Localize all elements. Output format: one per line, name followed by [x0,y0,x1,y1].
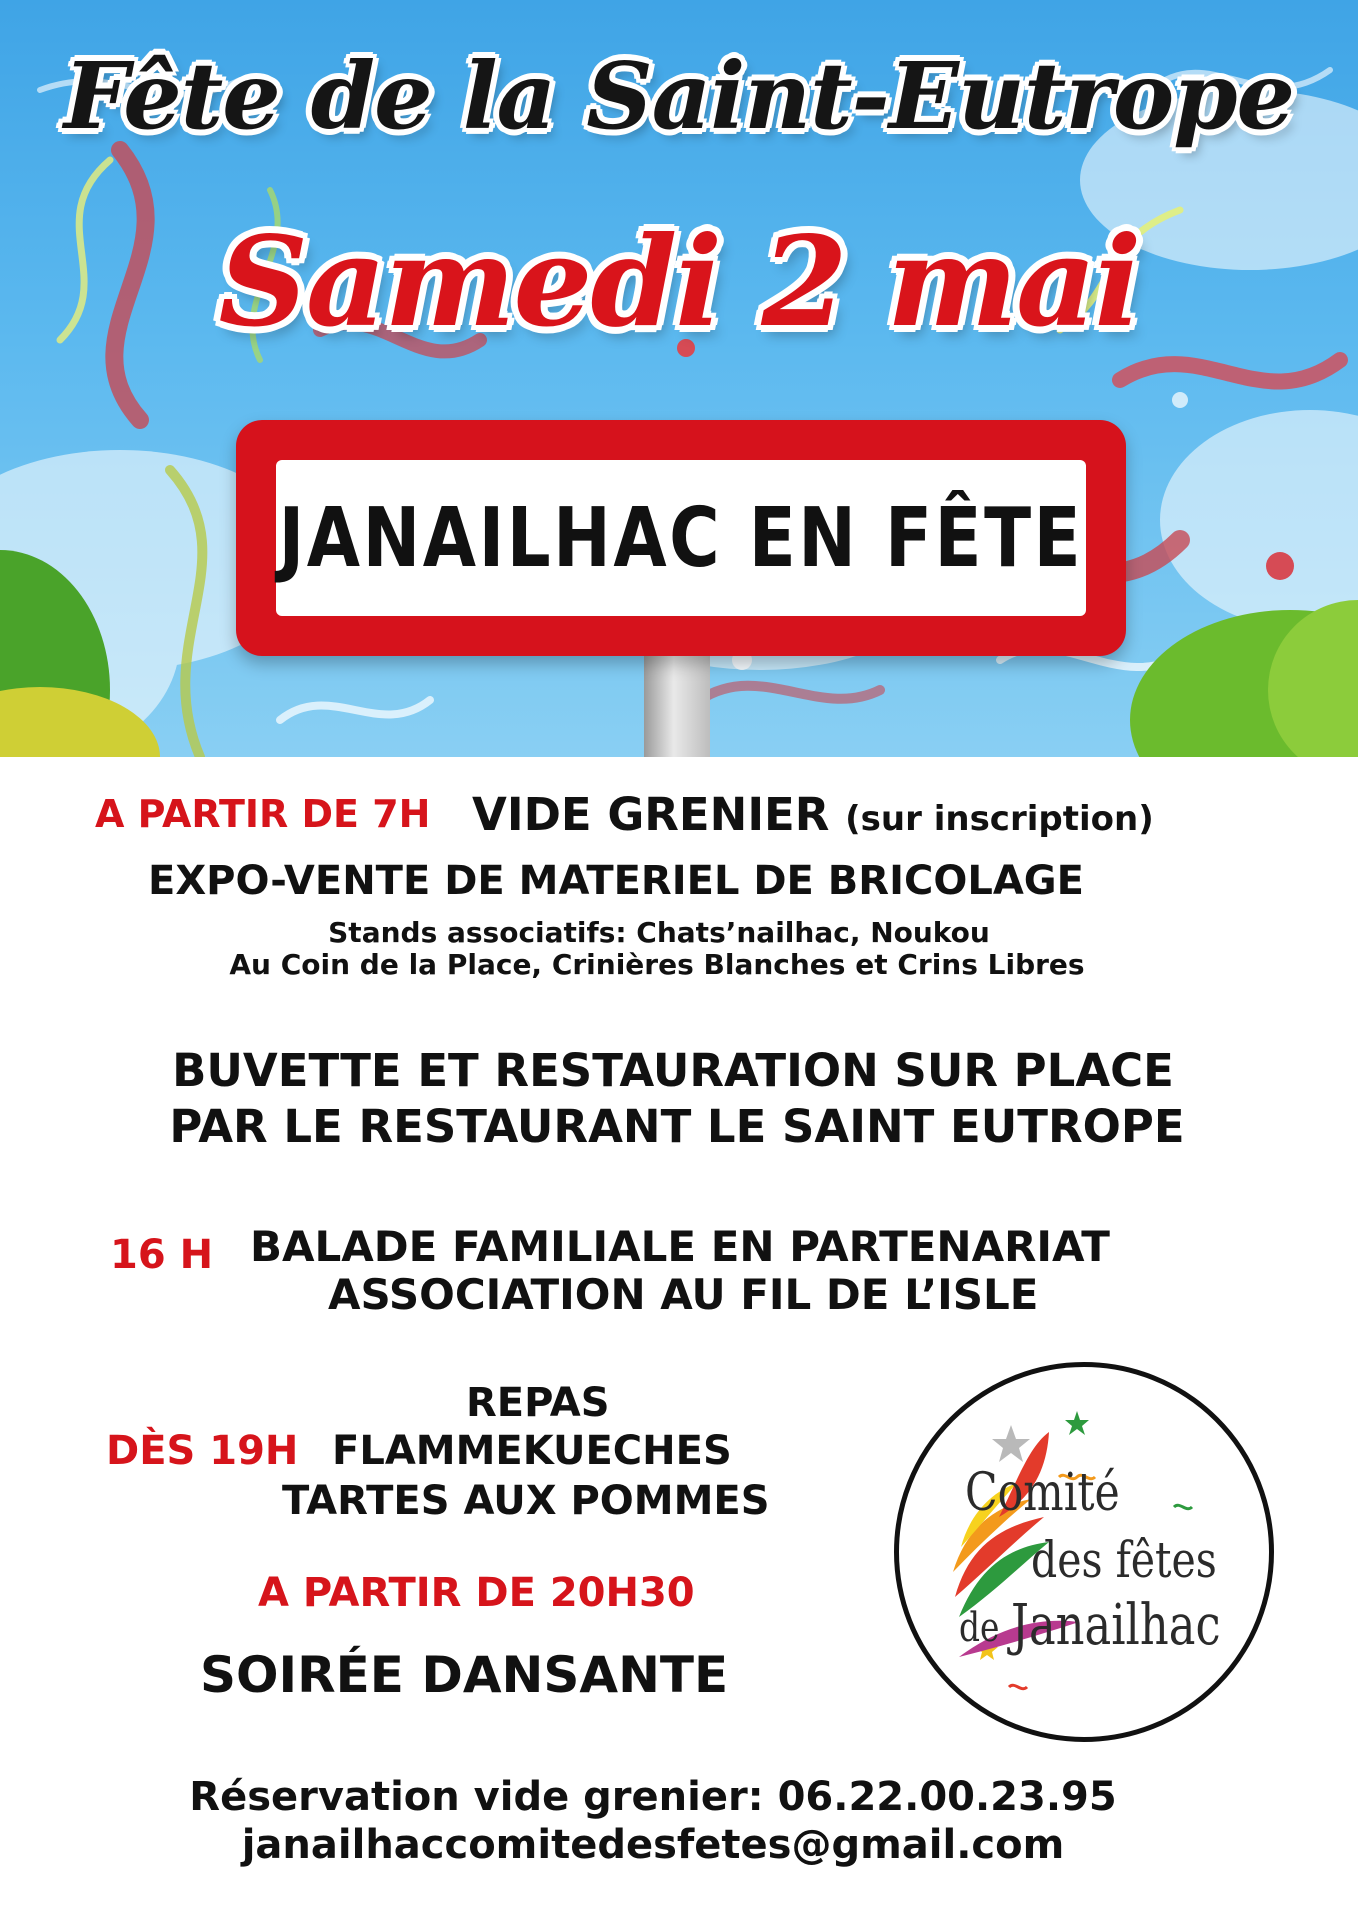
repas-time: DÈS 19H [106,1428,299,1474]
town-sign-panel [276,460,1086,616]
town-sign-text: JANAILHAC EN FÊTE [278,490,1084,586]
buvette-line-1: BUVETTE ET RESTAURATION SUR PLACE [172,1044,1174,1097]
soiree-time: A PARTIR DE 20H30 [258,1570,695,1616]
contact-email[interactable]: janailhaccomitedesfetes@gmail.com [241,1822,1065,1868]
sign-post [644,640,710,757]
stands-line-1: Stands associatifs: Chats’nailhac, Noukou [328,916,990,949]
event-date: Samedi 2 mai [218,210,1140,355]
comite-logo [894,1362,1274,1742]
balade-time: 16 H [110,1232,214,1278]
balade-line-1: BALADE FAMILIALE EN PARTENARIAT [250,1222,1110,1271]
logo-word-janailhac: Janailhac [1011,1593,1221,1658]
soiree-dansante: SOIRÉE DANSANTE [200,1646,729,1704]
event-title: Fête de la Saint-Eutrope [63,42,1295,150]
morning-time: A PARTIR DE 7H [95,792,431,836]
stands-line-2: Au Coin de la Place, Crinières Blanches et Crins Libres [229,948,1085,981]
repas-line-1: REPAS [466,1380,610,1426]
repas-line-3: TARTES AUX POMMES [282,1478,770,1524]
banner-header [0,0,1358,757]
reservation-phone: Réservation vide grenier: 06.22.00.23.95 [189,1774,1117,1820]
logo-word-de: de [959,1605,1000,1651]
balade-line-2: ASSOCIATION AU FIL DE L’ISLE [328,1270,1039,1319]
repas-line-2: FLAMMEKUECHES [332,1428,732,1474]
logo-word-comite: Comité [965,1463,1120,1523]
expo-vente-line: EXPO-VENTE DE MATERIEL DE BRICOLAGE [148,858,1084,904]
vide-grenier-label: VIDE GRENIER [472,788,830,841]
vide-grenier-heading [472,788,1154,841]
vide-grenier-note: (sur inscription) [845,799,1154,839]
town-sign [236,420,1126,656]
logo-word-des-fetes: des fêtes [1031,1531,1217,1589]
buvette-line-2: PAR LE RESTAURANT LE SAINT EUTROPE [169,1100,1185,1153]
